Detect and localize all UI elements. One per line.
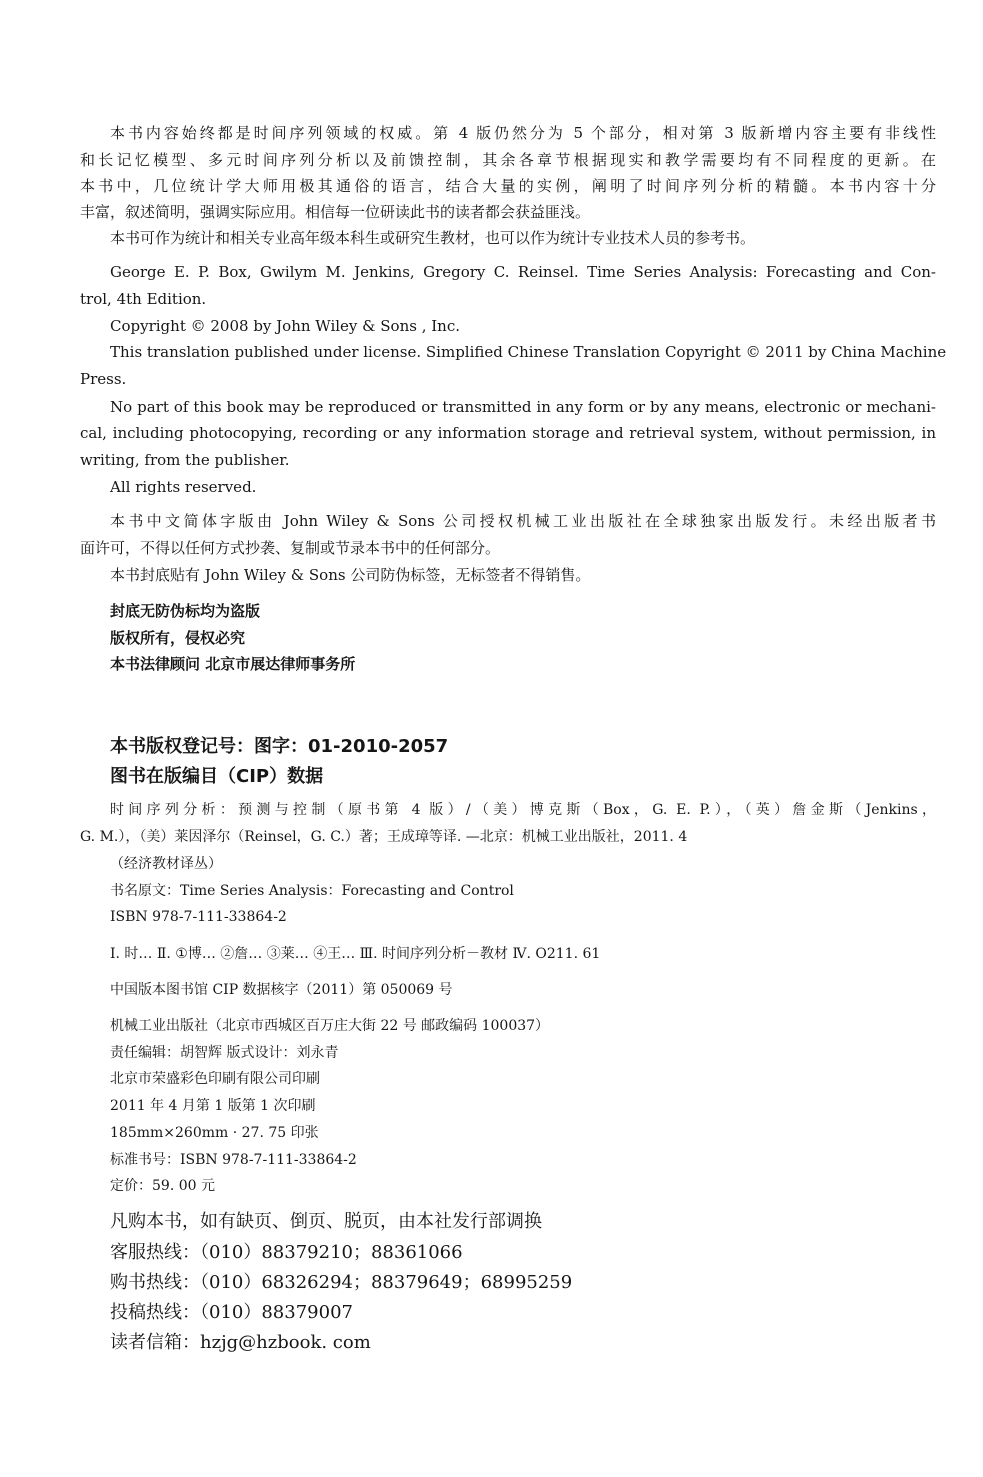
english-line: trol, 4th Edition. — [80, 290, 207, 308]
license-line: 本书中文简体字版由 John Wiley & Sons 公司授权机械工业出版社在全球独家出版发行。未经出版者书 — [110, 512, 936, 530]
english-line: No part of this book may be reproduced or transmitted in any form or by any means, electronic or mechani- — [110, 398, 936, 416]
intro-line: 本书内容始终都是时间序列领域的权威。第 4 版仍然分为 5 个部分，相对第 3 版新增内容主要有非线性 — [110, 124, 936, 142]
notice-line: 封底无防伪标均为盗版 — [110, 602, 261, 620]
intro-line: 本书中，几位统计学大师用极其通俗的语言，结合大量的实例，阐明了时间序列分析的精髓。本书内容十分 — [80, 177, 936, 195]
imprint-line: 定价：59. 00 元 — [110, 1178, 215, 1194]
english-line: George E. P. Box, Gwilym M. Jenkins, Gregory C. Reinsel. Time Series Analysis: Forecasting and Con- — [110, 263, 936, 281]
contact-line: 投稿热线：（010）88379007 — [110, 1302, 353, 1323]
english-line: Press. — [80, 370, 127, 388]
imprint-line: 机械工业出版社（北京市西城区百万庄大街 22 号 邮政编码 100037） — [110, 1018, 550, 1034]
imprint-line: 北京市荣盛彩色印刷有限公司印刷 — [110, 1071, 320, 1087]
contact-line: 购书热线：（010）68326294；88379649；68995259 — [110, 1272, 573, 1293]
cip-line: （经济教材译丛） — [110, 856, 222, 872]
english-line: writing, from the publisher. — [80, 451, 290, 469]
cip-line: 书名原文：Time Series Analysis：Forecasting and Control — [110, 883, 514, 899]
cip-line: 时间序列分析：预测与控制（原书第 4 版）/（美）博克斯（Box，G. E. P.），（英）詹金斯（Jenkins， — [110, 802, 936, 818]
imprint-line: 185mm×260mm · 27. 75 印张 — [110, 1125, 319, 1141]
notice-line: 本书法律顾问 北京市展达律师事务所 — [110, 655, 356, 673]
imprint-line: 标准书号：ISBN 978-7-111-33864-2 — [110, 1152, 357, 1168]
contact-line: 读者信箱：hzjg@hzbook. com — [110, 1332, 371, 1353]
cip-line: ISBN 978-7-111-33864-2 — [110, 909, 287, 925]
intro-line: 和长记忆模型、多元时间序列分析以及前馈控制，其余各章节根据现实和教学需要均有不同程度的更新。在 — [80, 151, 936, 169]
intro-line: 本书可作为统计和相关专业高年级本科生或研究生教材，也可以作为统计专业技术人员的参考书。 — [110, 229, 756, 247]
cip-line: 中国版本图书馆 CIP 数据核字（2011）第 050069 号 — [110, 982, 453, 998]
registration-number: 本书版权登记号：图字：01-2010-2057 — [110, 736, 449, 757]
license-line: 本书封底贴有 John Wiley & Sons 公司防伪标签，无标签者不得销售。 — [110, 566, 591, 584]
english-line: All rights reserved. — [110, 478, 257, 496]
notice-line: 版权所有，侵权必究 — [110, 629, 246, 647]
contact-line: 凡购本书，如有缺页、倒页、脱页，由本社发行部调换 — [110, 1211, 542, 1232]
intro-line: 丰富，叙述简明，强调实际应用。相信每一位研读此书的读者都会获益匪浅。 — [80, 203, 591, 221]
license-line: 面许可，不得以任何方式抄袭、复制或节录本书中的任何部分。 — [80, 539, 501, 557]
cip-heading: 图书在版编目（CIP）数据 — [110, 766, 324, 787]
cip-line: G. M.），（美）莱因泽尔（Reinsel，G. C.）著；王成璋等译. —北京：机械工业出版社，2011. 4 — [80, 829, 688, 845]
english-line: This translation published under license. Simplified Chinese Translation Copyright © 2011 by China Machine — [110, 343, 947, 361]
imprint-line: 2011 年 4 月第 1 版第 1 次印刷 — [110, 1098, 316, 1114]
english-line: cal, including photocopying, recording or any information storage and retrieval system, without permission, in — [80, 424, 936, 442]
cip-line: Ⅰ. 时… Ⅱ. ①博… ②詹… ③莱… ④王… Ⅲ. 时间序列分析－教材 Ⅳ. O211. 61 — [110, 946, 601, 962]
english-line: Copyright © 2008 by John Wiley & Sons , Inc. — [110, 317, 461, 335]
contact-line: 客服热线：（010）88379210；88361066 — [110, 1242, 463, 1263]
imprint-line: 责任编辑：胡智辉 版式设计：刘永青 — [110, 1045, 339, 1061]
